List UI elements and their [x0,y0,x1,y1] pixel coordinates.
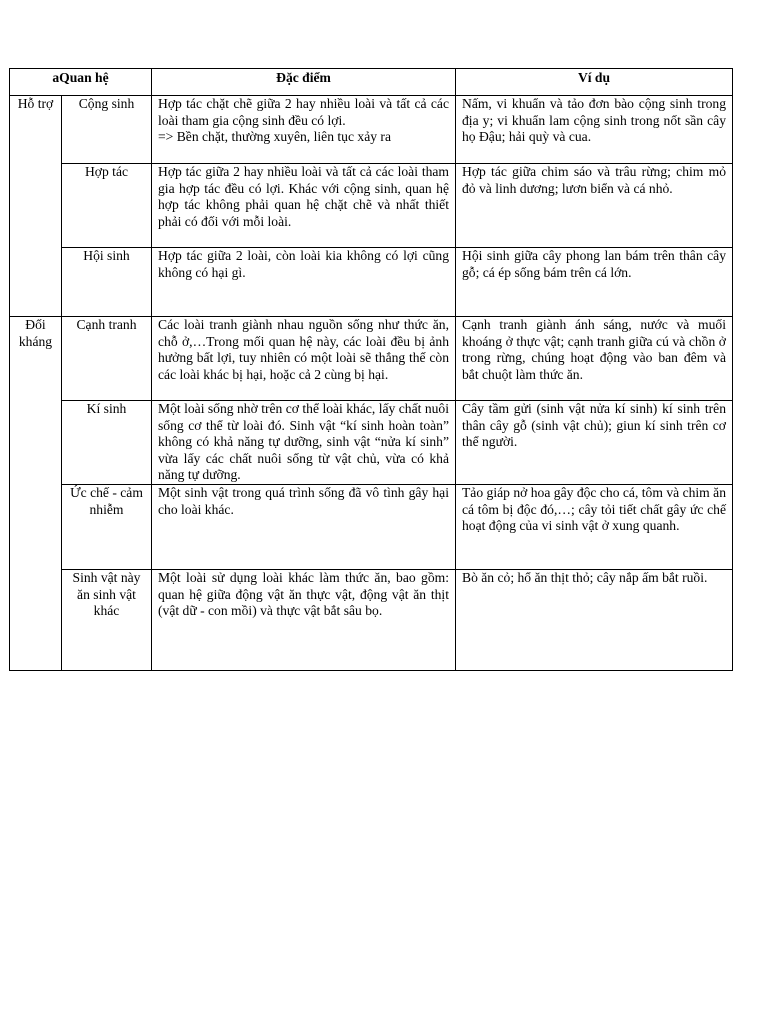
table-row [10,317,733,401]
table-row [10,570,733,671]
relation-description: Hợp tác giữa 2 hay nhiều loài và tất cả các loài tham gia hợp tác đều có lợi. Khác với cộng sinh, quan hệ hợp tác không phải quan hệ chặt chẽ và nhất thiết phải có đối với mỗi loài. [152,164,456,248]
table-row [10,485,733,570]
relation-description: Các loài tranh giành nhau nguồn sống như thức ăn, chỗ ở,…Trong mối quan hệ này, các loài đều bị ảnh hưởng bất lợi, tuy nhiên có một loài sẽ thắng thế còn các loài khác bị hại, hoặc cả 2 cùng bị hại. [152,317,456,401]
relation-example: Cạnh tranh giành ánh sáng, nước và muối khoáng ở thực vật; cạnh tranh giữa cú và chồn ở trong rừng, chúng hoạt động vào ban đêm và bắt chuột làm thức ăn. [456,317,733,401]
relation-type: Cạnh tranh [62,317,152,401]
table-header-row [10,69,733,96]
header-characteristics: Đặc điểm [152,69,456,96]
table-row [10,401,733,485]
relation-type: Kí sinh [62,401,152,485]
description-line: => Bền chặt, thường xuyên, liên tục xảy ra [158,129,391,145]
header-relationship: aQuan hệ [10,69,152,96]
relation-description: Một loài sống nhờ trên cơ thể loài khác, lấy chất nuôi sống cơ thể từ loài đó. Sinh vật “kí sinh hoàn toàn” không có khả năng tự dưỡng, sinh vật “nửa kí sinh” vừa lấy các chất nuôi sống từ vật chủ, vừa có khả năng tự dưỡng. [152,401,456,485]
table-row [10,248,733,317]
relation-description [152,96,456,164]
header-examples: Ví dụ [456,69,733,96]
group-antagonism: Đối kháng [10,317,62,671]
relation-type: Ức chế - cảm nhiễm [62,485,152,570]
relation-type: Hợp tác [62,164,152,248]
relation-example: Tảo giáp nở hoa gây độc cho cá, tôm và chim ăn cá tôm bị độc đó,…; cây tỏi tiết chất gây ức chế hoạt động của vi sinh vật ở xung quanh. [456,485,733,570]
description-line: Hợp tác chặt chẽ giữa 2 hay nhiều loài và tất cả các loài tham gia cộng sinh đều có lợi. [158,96,449,128]
table-row [10,164,733,248]
relation-description: Hợp tác giữa 2 loài, còn loài kia không có lợi cũng không có hại gì. [152,248,456,317]
relation-type: Cộng sinh [62,96,152,164]
relation-type: Hội sinh [62,248,152,317]
relation-example: Bò ăn cỏ; hổ ăn thịt thỏ; cây nắp ấm bắt ruồi. [456,570,733,671]
relation-description: Một sinh vật trong quá trình sống đã vô tình gây hại cho loài khác. [152,485,456,570]
relation-example: Hội sinh giữa cây phong lan bám trên thân cây gỗ; cá ép sống bám trên cá lớn. [456,248,733,317]
relation-example: Nấm, vi khuẩn và tảo đơn bào cộng sinh trong địa y; vi khuẩn lam cộng sinh trong nốt sần cây họ Đậu; hải quỳ và cua. [456,96,733,164]
group-support: Hỗ trợ [10,96,62,317]
relation-type: Sinh vật này ăn sinh vật khác [62,570,152,671]
relation-example: Hợp tác giữa chim sáo và trâu rừng; chim mỏ đỏ và linh dương; lươn biển và cá nhỏ. [456,164,733,248]
relationships-table [9,68,733,671]
relation-description: Một loài sử dụng loài khác làm thức ăn, bao gồm: quan hệ giữa động vật ăn thực vật, động vật ăn thịt (vật dữ - con mồi) và thực vật bắt sâu bọ. [152,570,456,671]
relation-example: Cây tầm gửi (sinh vật nửa kí sinh) kí sinh trên thân cây gỗ (sinh vật chủ); giun kí sinh trên cơ thể người. [456,401,733,485]
table-row [10,96,733,164]
